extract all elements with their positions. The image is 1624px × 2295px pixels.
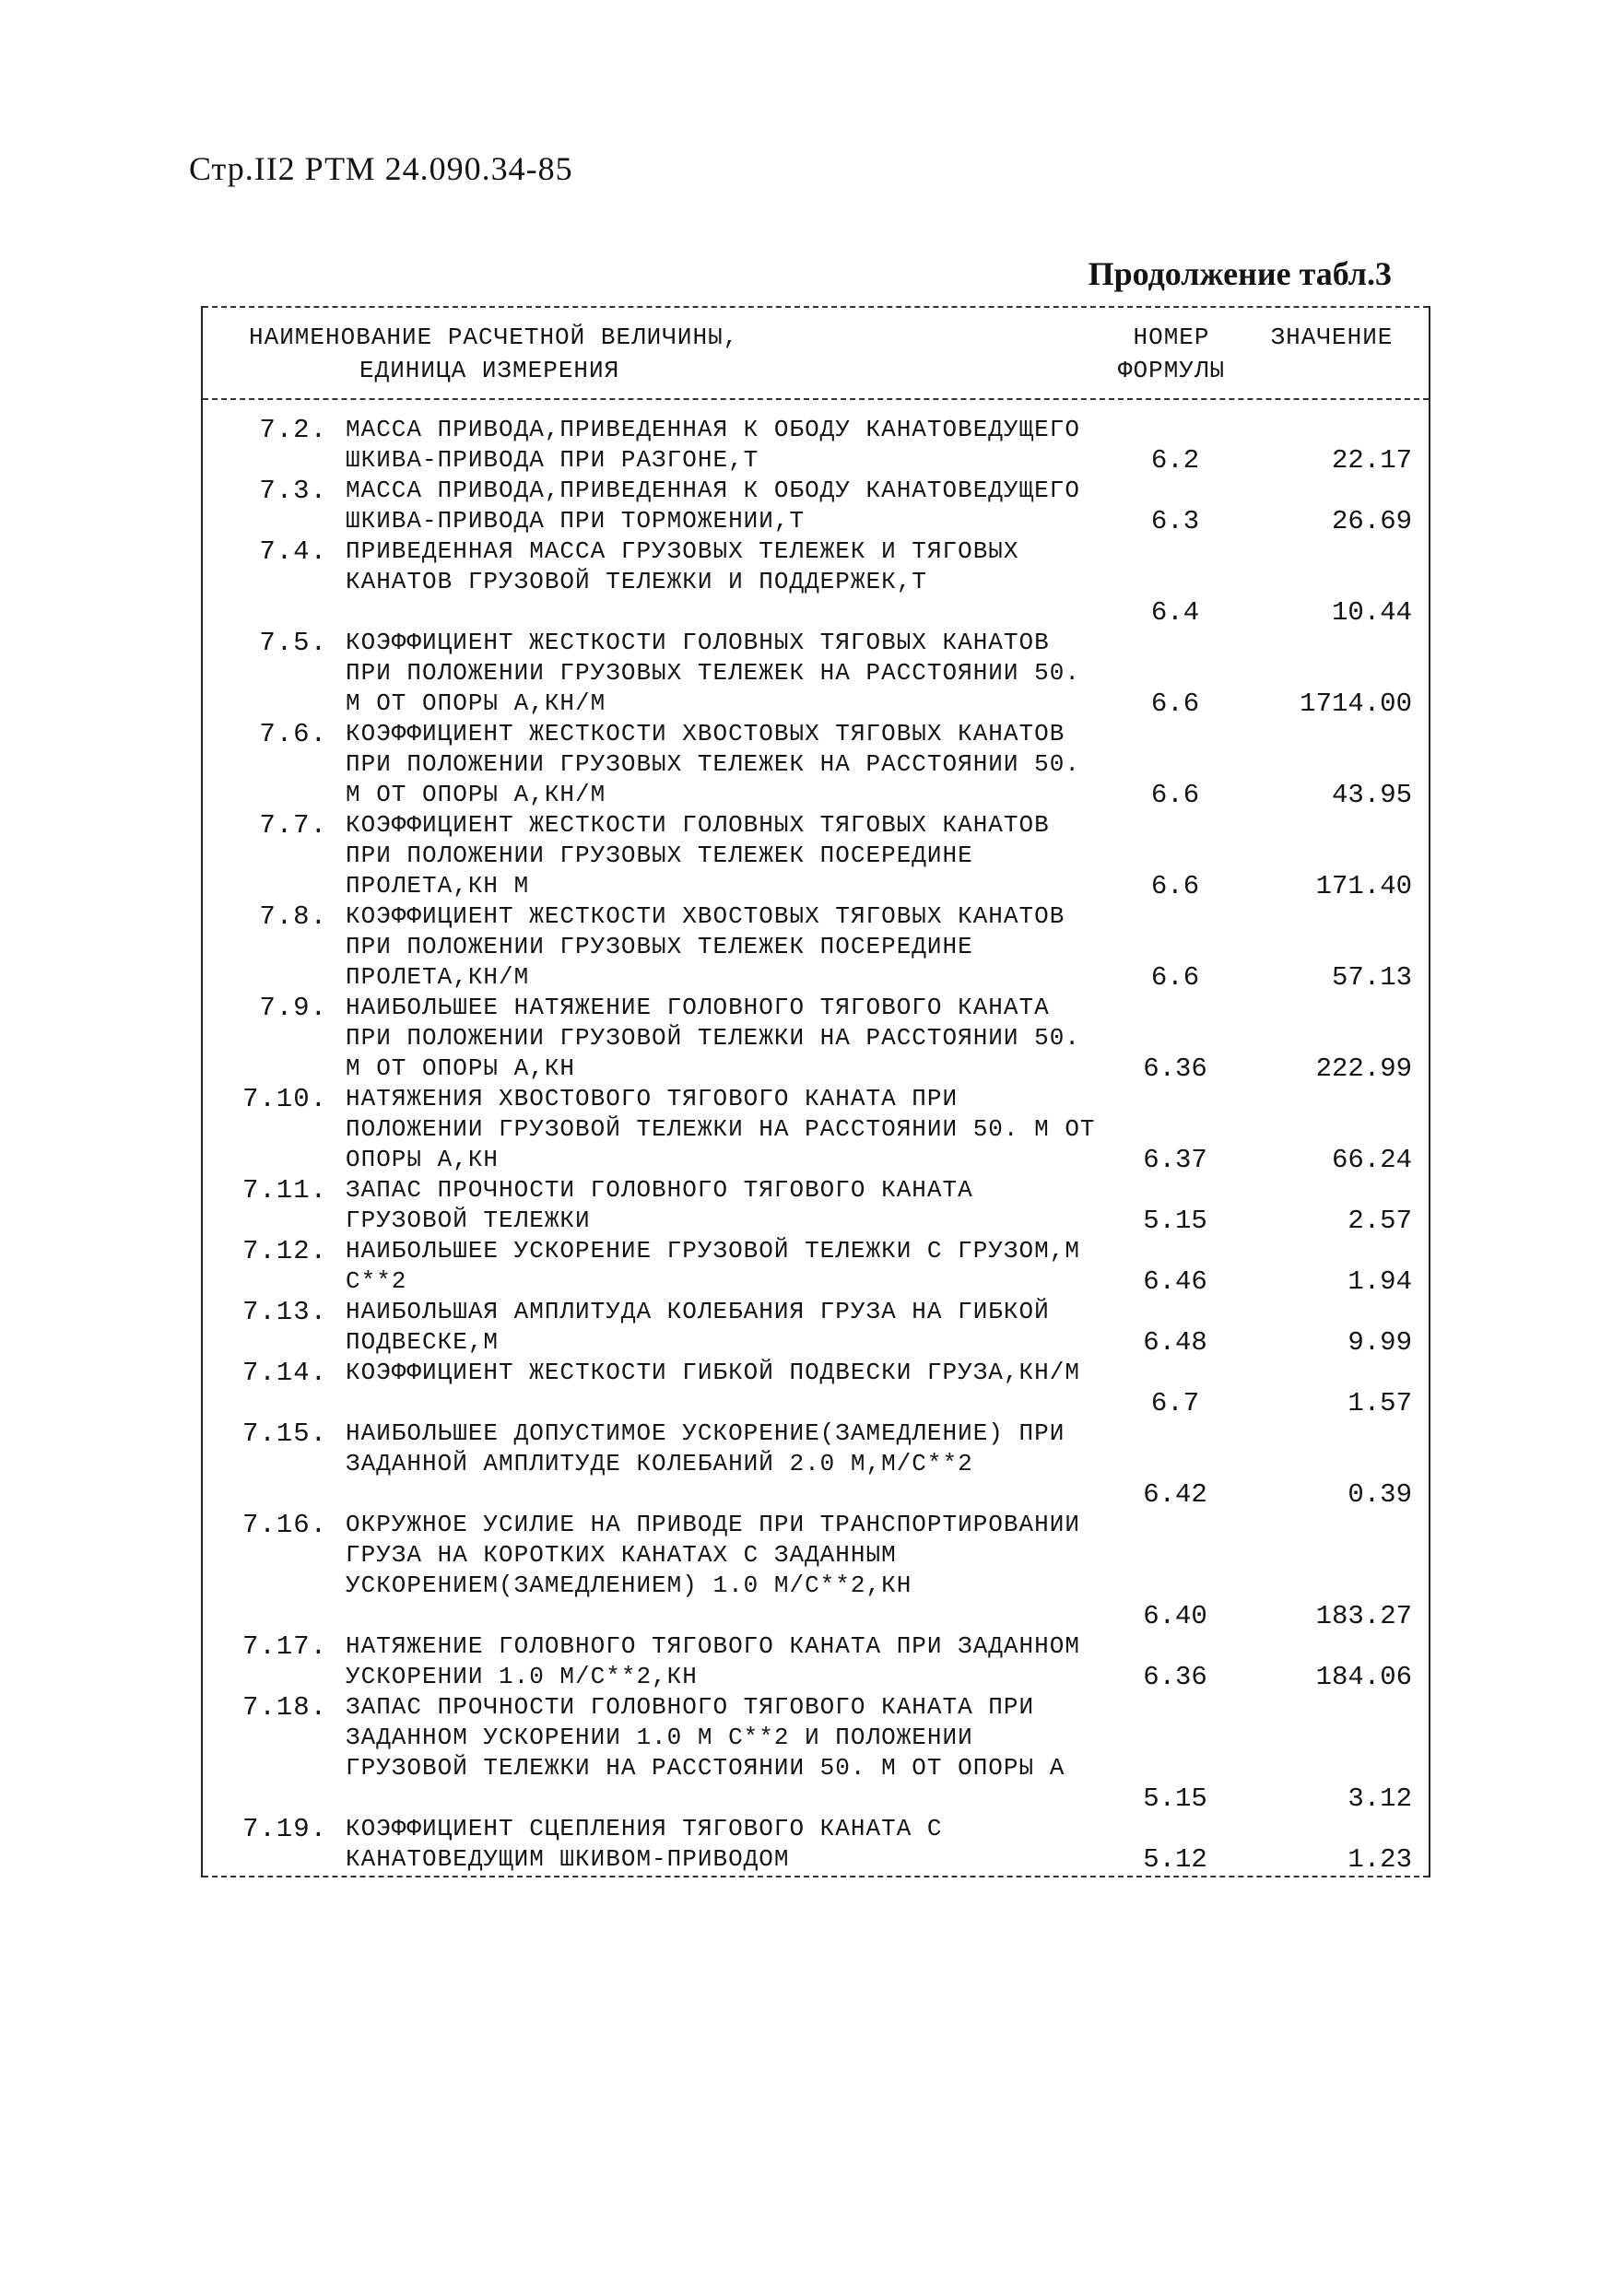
row-value: 26.69 [1331, 506, 1412, 536]
row-formula: 6.37 [1143, 1145, 1207, 1175]
row-number: 7.12. [241, 1236, 327, 1266]
row-description: КОЭФФИЦИЕНТ ЖЕСТКОСТИ ГОЛОВНЫХ ТЯГОВЫХ КАНАТОВ ПРИ ПОЛОЖЕНИИ ГРУЗОВЫХ ТЕЛЕЖЕК НА РАССТОЯНИИ 50. М ОТ ОПОРЫ А,КН/М [346, 629, 1096, 717]
table-row [203, 476, 1429, 536]
row-description: ОКРУЖНОЕ УСИЛИЕ НА ПРИВОДЕ ПРИ ТРАНСПОРТИРОВАНИИ ГРУЗА НА КОРОТКИХ КАНАТАХ С ЗАДАННЫМ УСКОРЕНИЕМ(ЗАМЕДЛЕНИЕМ) 1.0 М/С**2,КН [346, 1511, 1096, 1599]
table-row [203, 1084, 1429, 1175]
row-number: 7.2. [259, 415, 327, 445]
table-top-rule [203, 306, 1429, 308]
row-formula: 6.36 [1143, 1053, 1207, 1084]
row-description: КОЭФФИЦИЕНТ ЖЕСТКОСТИ ХВОСТОВЫХ ТЯГОВЫХ КАНАТОВ ПРИ ПОЛОЖЕНИИ ГРУЗОВЫХ ТЕЛЕЖЕК НА РАССТОЯНИИ 50. М ОТ ОПОРЫ А,КН/М [346, 720, 1096, 808]
row-description: ПРИВЕДЕННАЯ МАССА ГРУЗОВЫХ ТЕЛЕЖЕК И ТЯГОВЫХ КАНАТОВ ГРУЗОВОЙ ТЕЛЕЖКИ И ПОДДЕРЖЕК,Т [346, 537, 1035, 595]
row-formula: 6.3 [1150, 506, 1200, 536]
row-formula: 6.36 [1143, 1662, 1207, 1692]
row-formula: 6.48 [1143, 1327, 1207, 1358]
table-row [203, 719, 1429, 810]
table-row [203, 1358, 1429, 1418]
row-value: 2.57 [1347, 1206, 1412, 1236]
row-value: 183.27 [1315, 1601, 1412, 1631]
row-value: 3.12 [1347, 1783, 1412, 1814]
row-description: НАТЯЖЕНИЯ ХВОСТОВОГО ТЯГОВОГО КАНАТА ПРИ ПОЛОЖЕНИИ ГРУЗОВОЙ ТЕЛЕЖКИ НА РАССТОЯНИИ 50. М ОТ ОПОРЫ А,КН [346, 1085, 1112, 1173]
row-number: 7.16. [241, 1510, 327, 1540]
row-value: 57.13 [1331, 962, 1412, 993]
calculation-table [201, 306, 1430, 1877]
row-formula: 6.7 [1150, 1388, 1200, 1418]
page-header: Стр.II2 РТМ 24.090.34-85 [189, 150, 573, 187]
row-value: 43.95 [1331, 780, 1412, 810]
column-header-name-line2: ЕДИНИЦА ИЗМЕРЕНИЯ [359, 357, 620, 384]
row-formula: 5.12 [1143, 1844, 1207, 1875]
row-value: 1.23 [1347, 1844, 1412, 1875]
row-formula: 6.6 [1150, 962, 1200, 993]
row-value: 1714.00 [1300, 688, 1412, 719]
column-header-formula-line2: ФОРМУЛЫ [1117, 357, 1226, 384]
row-number: 7.4. [259, 536, 327, 567]
row-number: 7.6. [259, 719, 327, 749]
table-row [203, 901, 1429, 993]
row-number: 7.17. [241, 1631, 327, 1662]
row-formula: 5.15 [1143, 1206, 1207, 1236]
table-row [203, 415, 1429, 476]
row-description: НАТЯЖЕНИЕ ГОЛОВНОГО ТЯГОВОГО КАНАТА ПРИ ЗАДАННОМ УСКОРЕНИИ 1.0 М/С**2,КН [346, 1632, 1096, 1690]
table-bottom-rule [203, 1876, 1429, 1877]
row-number: 7.11. [241, 1175, 327, 1206]
row-formula: 6.46 [1143, 1266, 1207, 1297]
table-row [203, 810, 1429, 901]
row-description: ЗАПАС ПРОЧНОСТИ ГОЛОВНОГО ТЯГОВОГО КАНАТА ПРИ ЗАДАННОМ УСКОРЕНИИ 1.0 М С**2 И ПОЛОЖЕНИИ ГРУЗОВОЙ ТЕЛЕЖКИ НА РАССТОЯНИИ 50. М ОТ ОПОРЫ А [346, 1693, 1065, 1782]
row-description: КОЭФФИЦИЕНТ СЦЕПЛЕНИЯ ТЯГОВОГО КАНАТА С КАНАТОВЕДУЩИМ ШКИВОМ-ПРИВОДОМ [346, 1815, 959, 1873]
row-formula: 6.2 [1150, 445, 1200, 476]
row-description: КОЭФФИЦИЕНТ ЖЕСТКОСТИ ХВОСТОВЫХ ТЯГОВЫХ КАНАТОВ ПРИ ПОЛОЖЕНИИ ГРУЗОВЫХ ТЕЛЕЖЕК ПОСЕРЕДИНЕ ПРОЛЕТА,КН/М [346, 902, 1080, 991]
row-value: 184.06 [1315, 1662, 1412, 1692]
table-row [203, 1236, 1429, 1297]
table-row [203, 1418, 1429, 1510]
table-row [203, 993, 1429, 1084]
row-description: НАИБОЛЬШЕЕ УСКОРЕНИЕ ГРУЗОВОЙ ТЕЛЕЖКИ С ГРУЗОМ,М С**2 [346, 1237, 1096, 1295]
row-number: 7.19. [241, 1814, 327, 1844]
row-formula: 6.6 [1150, 871, 1200, 901]
column-header-value: ЗНАЧЕНИЕ [1270, 324, 1394, 351]
row-formula: 6.40 [1143, 1601, 1207, 1631]
row-value: 22.17 [1331, 445, 1412, 476]
table-row [203, 1297, 1429, 1358]
row-formula: 6.42 [1143, 1479, 1207, 1510]
table-row [203, 1631, 1429, 1692]
row-value: 222.99 [1315, 1053, 1412, 1084]
column-header-formula [1112, 321, 1231, 387]
row-description: НАИБОЛЬШАЯ АМПЛИТУДА КОЛЕБАНИЯ ГРУЗА НА ГИБКОЙ ПОДВЕСКЕ,М [346, 1298, 1065, 1356]
row-description: НАИБОЛЬШЕЕ ДОПУСТИМОЕ УСКОРЕНИЕ(ЗАМЕДЛЕНИЕ) ПРИ ЗАДАННОЙ АМПЛИТУДЕ КОЛЕБАНИЙ 2.0 М,М/С**2 [346, 1419, 1080, 1477]
column-header-name [249, 321, 1097, 387]
row-value: 9.99 [1347, 1327, 1412, 1358]
row-formula: 5.15 [1143, 1783, 1207, 1814]
table-row [203, 628, 1429, 719]
row-value: 0.39 [1347, 1479, 1412, 1510]
row-number: 7.7. [259, 810, 327, 841]
row-value: 171.40 [1315, 871, 1412, 901]
table-row [203, 1510, 1429, 1631]
row-number: 7.15. [241, 1418, 327, 1449]
row-formula: 6.6 [1150, 688, 1200, 719]
row-number: 7.8. [259, 901, 327, 932]
row-value: 10.44 [1331, 597, 1412, 628]
row-number: 7.14. [241, 1358, 327, 1388]
row-number: 7.13. [241, 1297, 327, 1327]
row-description: НАИБОЛЬШЕЕ НАТЯЖЕНИЕ ГОЛОВНОГО ТЯГОВОГО КАНАТА ПРИ ПОЛОЖЕНИИ ГРУЗОВОЙ ТЕЛЕЖКИ НА РАССТОЯНИИ 50. М ОТ ОПОРЫ А,КН [346, 994, 1096, 1082]
row-number: 7.9. [259, 993, 327, 1023]
row-value: 66.24 [1331, 1145, 1412, 1175]
row-formula: 6.6 [1150, 780, 1200, 810]
table-body [203, 415, 1429, 1875]
table-row [203, 536, 1429, 628]
row-description: МАССА ПРИВОДА,ПРИВЕДЕННАЯ К ОБОДУ КАНАТОВЕДУЩЕГО ШКИВА-ПРИВОДА ПРИ РАЗГОНЕ,Т [346, 416, 1096, 474]
table-continuation-title: Продолжение табл.3 [1088, 255, 1392, 292]
row-value: 1.57 [1347, 1388, 1412, 1418]
row-formula: 6.4 [1150, 597, 1200, 628]
row-description: КОЭФФИЦИЕНТ ЖЕСТКОСТИ ГОЛОВНЫХ ТЯГОВЫХ КАНАТОВ ПРИ ПОЛОЖЕНИИ ГРУЗОВЫХ ТЕЛЕЖЕК ПОСЕРЕДИНЕ ПРОЛЕТА,КН М [346, 811, 1065, 900]
row-number: 7.18. [241, 1692, 327, 1723]
column-header-formula-line1: НОМЕР [1133, 324, 1210, 351]
row-number: 7.10. [241, 1084, 327, 1114]
table-header [203, 317, 1429, 398]
table-row [203, 1692, 1429, 1814]
table-row [203, 1814, 1429, 1875]
row-number: 7.3. [259, 476, 327, 506]
table-row [203, 1175, 1429, 1236]
row-value: 1.94 [1347, 1266, 1412, 1297]
row-description: МАССА ПРИВОДА,ПРИВЕДЕННАЯ К ОБОДУ КАНАТОВЕДУЩЕГО ШКИВА-ПРИВОДА ПРИ ТОРМОЖЕНИИ,Т [346, 477, 1096, 535]
row-description: КОЭФФИЦИЕНТ ЖЕСТКОСТИ ГИБКОЙ ПОДВЕСКИ ГРУЗА,КН/М [346, 1359, 1080, 1386]
column-header-name-line1: НАИМЕНОВАНИЕ РАСЧЕТНОЙ ВЕЛИЧИНЫ, [249, 324, 739, 351]
table-header-rule [203, 398, 1429, 400]
row-number: 7.5. [259, 628, 327, 658]
row-description: ЗАПАС ПРОЧНОСТИ ГОЛОВНОГО ТЯГОВОГО КАНАТА ГРУЗОВОЙ ТЕЛЕЖКИ [346, 1176, 989, 1234]
